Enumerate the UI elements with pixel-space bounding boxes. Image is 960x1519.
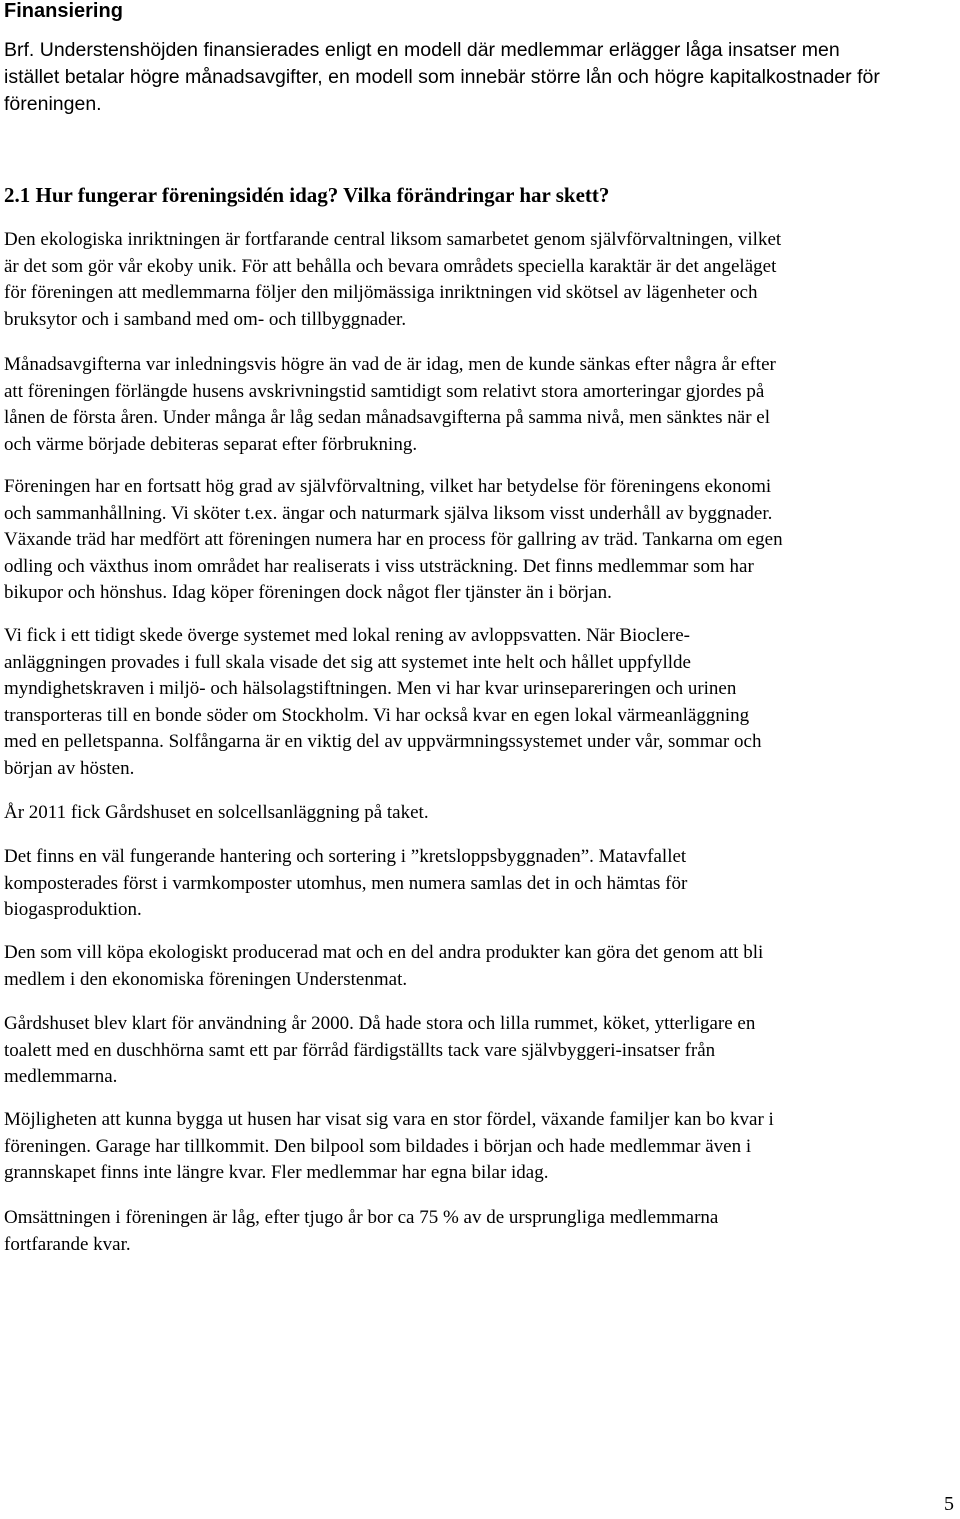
- paragraph: [4, 227, 781, 333]
- text-line: Växande träd har medfört att föreningen numera har en process för gallring av träd. Tankarna om egen: [4, 529, 783, 550]
- text-line: föreningen. Garage har tillkommit. Den bilpool som bildades i början och hade medlemmar även i: [4, 1135, 752, 1157]
- text-line: Månadsavgifterna var inledningsvis högre än vad de är idag, men de kunde sänkas efter några år efter: [4, 354, 776, 375]
- text-line: Gårdshuset blev klart för användning år 2000. Då hade stora och lilla rummet, köket, ytterligare en: [4, 1013, 756, 1034]
- text-line: med en pelletspanna. Solfångarna är en viktig del av uppvärmningssystemet under vår, sommar och: [4, 731, 762, 752]
- text-line: År 2011 fick Gårdshuset en solcellsanläggning på taket.: [4, 802, 429, 823]
- text-line: anläggningen provades i full skala visade det sig att systemet inte helt och hållet uppfyllde: [4, 651, 691, 673]
- text-line: Omsättningen i föreningen är låg, efter tjugo år bor ca 75 % av de ursprungliga medlemmarna: [4, 1207, 719, 1228]
- text-line: Den som vill köpa ekologiskt producerad mat och en del andra produkter kan göra det genom att bli: [4, 942, 764, 963]
- text-line: Det finns en väl fungerande hantering och sortering i ”kretsloppsbyggnaden”. Matavfallet: [4, 846, 687, 867]
- page-number: 5: [944, 1493, 954, 1515]
- paragraph: [4, 1205, 718, 1258]
- text-line: att föreningen förlängde husens avskrivningstid samtidigt som relativt stora amorteringar gjordes på: [4, 380, 765, 402]
- text-line: grannskapet finns inte längre kvar. Fler medlemmar har egna bilar idag.: [4, 1162, 549, 1183]
- text-line: Vi fick i ett tidigt skede överge systemet med lokal rening av avloppsvatten. När Bioclere-: [4, 625, 691, 646]
- text-line: Föreningen har en fortsatt hög grad av självförvaltning, vilket har betydelse för föreningens ekonomi: [4, 476, 772, 497]
- paragraph: [4, 800, 429, 827]
- intro-paragraph: [4, 37, 880, 118]
- text-line: bruksytor och i samband med om- och tillbyggnader.: [4, 308, 407, 330]
- text-line: är det som gör vår ekoby unik. För att behålla och bevara områdets speciella karaktär är det angeläget: [4, 255, 777, 277]
- text-line: Möjligheten att kunna bygga ut husen har visat sig vara en stor fördel, växande familjer kan bo kvar i: [4, 1109, 774, 1130]
- text-line: medlemmarna.: [4, 1066, 118, 1087]
- paragraph: [4, 352, 776, 458]
- text-line: föreningen.: [4, 93, 102, 115]
- text-line: Brf. Understenshöjden finansierades enligt en modell där medlemmar erlägger låga insatser men: [4, 39, 840, 61]
- text-line: myndighetskraven i miljö- och hälsolagstiftningen. Men vi har kvar urinsepareringen och urinen: [4, 678, 737, 699]
- text-line: och sammanhållning. Vi sköter t.ex. ängar och naturmark själva liksom visst underhåll av byggnader.: [4, 502, 773, 524]
- text-line: och värme började debiteras separat efter förbrukning.: [4, 433, 418, 455]
- text-line: lånen de första åren. Under många år låg sedan månadsavgifterna på samma nivå, men sänktes när el: [4, 407, 771, 428]
- text-line: fortfarande kvar.: [4, 1233, 131, 1255]
- text-line: bikupor och hönshus. Idag köper föreningen dock något fler tjänster än i början.: [4, 582, 612, 603]
- section-heading: 2.1 Hur fungerar föreningsidén idag? Vilka förändringar har skett?: [4, 183, 610, 207]
- paragraph: [4, 623, 761, 782]
- text-line: transporteras till en bonde söder om Stockholm. Vi har också kvar en egen lokal värmeanläggning: [4, 704, 750, 726]
- text-line: början av hösten.: [4, 757, 135, 779]
- text-line: biogasproduktion.: [4, 899, 142, 920]
- page-heading: Finansiering: [4, 0, 123, 22]
- text-line: komposterades först i varmkomposter utomhus, men numera samlas det in och hämtas för: [4, 872, 688, 894]
- paragraph: [4, 940, 763, 993]
- text-line: medlem i den ekonomiska föreningen Understenmat.: [4, 968, 408, 990]
- text-line: istället betalar högre månadsavgifter, en modell som innebär större lån och högre kapitalkostnader för: [4, 66, 880, 88]
- text-line: Den ekologiska inriktningen är fortfarande central liksom samarbetet genom självförvaltningen, vilket: [4, 229, 782, 250]
- paragraph: [4, 844, 687, 924]
- text-line: för föreningen att medlemmarna följer den miljömässiga inriktningen vid skötsel av lägenheter och: [4, 282, 758, 303]
- paragraph: [4, 474, 783, 607]
- text-line: toalett med en duschhörna samt ett par förråd färdigställts tack vare självbyggeri-insatser från: [4, 1039, 716, 1061]
- paragraph: [4, 1107, 774, 1187]
- paragraph: [4, 1011, 755, 1091]
- text-line: odling och växthus inom området har realiserats i viss utsträckning. Det finns medlemmar som har: [4, 555, 754, 577]
